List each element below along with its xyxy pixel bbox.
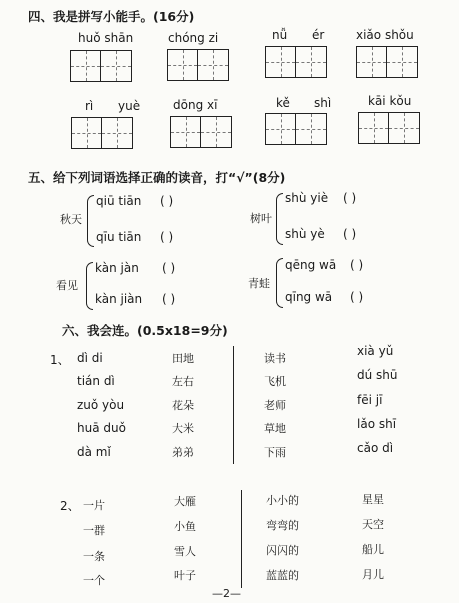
- match-item[interactable]: xià yǔ: [357, 344, 394, 358]
- match-item[interactable]: 读书: [264, 352, 286, 365]
- match-item[interactable]: huā duǒ: [77, 421, 126, 435]
- reading-option: qiū tiān: [96, 194, 142, 208]
- part-number: 1、: [50, 353, 70, 367]
- writing-grid[interactable]: [70, 50, 132, 82]
- reading-option: kàn jàn: [95, 261, 139, 275]
- brace: [276, 258, 283, 308]
- word-label: 树叶: [250, 212, 272, 225]
- reading-option: shù yiè: [285, 191, 329, 205]
- page-number: —2—: [212, 587, 241, 600]
- match-item[interactable]: 星星: [362, 493, 384, 506]
- pinyin-label: kāi kǒu: [368, 94, 412, 108]
- writing-grid[interactable]: [265, 46, 327, 78]
- reading-option: shù yè: [285, 227, 325, 241]
- word-label: 青蛙: [248, 277, 270, 290]
- divider: [233, 346, 234, 464]
- section4-title: 四、我是拼写小能手。(16分): [28, 9, 195, 24]
- brace: [86, 262, 93, 310]
- match-item[interactable]: 一群: [83, 524, 105, 537]
- pinyin-label: nǚ: [272, 28, 288, 42]
- match-item[interactable]: zuǒ yòu: [77, 398, 125, 412]
- writing-grid[interactable]: [356, 46, 418, 78]
- match-item[interactable]: 弯弯的: [266, 519, 299, 532]
- reading-option: qīng wā: [285, 290, 333, 304]
- match-item[interactable]: 闪闪的: [266, 544, 299, 557]
- part-number: 2、: [60, 499, 80, 513]
- match-item[interactable]: 弟弟: [172, 446, 194, 459]
- word-label: 秋天: [60, 213, 82, 226]
- match-item[interactable]: fēi jī: [357, 393, 383, 407]
- pinyin-label: kě: [276, 96, 290, 110]
- match-item[interactable]: 飞机: [264, 375, 286, 388]
- match-item[interactable]: 下雨: [264, 446, 286, 459]
- pinyin-label: shì: [314, 96, 332, 110]
- answer-paren[interactable]: ( ): [350, 258, 364, 272]
- answer-paren[interactable]: ( ): [350, 290, 364, 304]
- match-item[interactable]: 小小的: [266, 494, 299, 507]
- section5-title: 五、给下列词语选择正确的读音，打“√”(8分): [28, 170, 286, 185]
- match-item[interactable]: 蓝蓝的: [266, 569, 299, 582]
- word-label: 看见: [56, 279, 78, 292]
- reading-option: kàn jiàn: [95, 292, 143, 306]
- reading-option: qēng wā: [285, 258, 337, 272]
- match-item[interactable]: 草地: [264, 422, 286, 435]
- pinyin-label: dōng xī: [173, 98, 218, 112]
- match-item[interactable]: dú shū: [357, 368, 398, 382]
- match-item[interactable]: 大雁: [174, 495, 196, 508]
- match-item[interactable]: 小鱼: [174, 520, 196, 533]
- match-item[interactable]: 一片: [83, 499, 105, 512]
- writing-grid[interactable]: [71, 117, 133, 149]
- match-item[interactable]: 左右: [172, 375, 194, 388]
- pinyin-label: ér: [312, 28, 325, 42]
- brace: [276, 193, 283, 245]
- match-item[interactable]: 田地: [172, 352, 194, 365]
- answer-paren[interactable]: ( ): [162, 261, 176, 275]
- match-item[interactable]: 叶子: [174, 569, 196, 582]
- writing-grid[interactable]: [167, 49, 229, 81]
- answer-paren[interactable]: ( ): [162, 292, 176, 306]
- divider: [241, 490, 242, 588]
- reading-option: qīu tiān: [96, 230, 142, 244]
- pinyin-label: huǒ shān: [78, 31, 134, 45]
- match-item[interactable]: 一个: [83, 574, 105, 587]
- match-item[interactable]: 船儿: [362, 543, 384, 556]
- match-item[interactable]: 天空: [362, 518, 384, 531]
- answer-paren[interactable]: ( ): [160, 230, 174, 244]
- match-item[interactable]: 雪人: [174, 545, 196, 558]
- writing-grid[interactable]: [265, 113, 327, 145]
- match-item[interactable]: 月儿: [362, 568, 384, 581]
- match-item[interactable]: cǎo dì: [357, 441, 394, 455]
- brace: [87, 195, 94, 247]
- match-item[interactable]: 老师: [264, 399, 286, 412]
- pinyin-label: rì: [85, 99, 94, 113]
- answer-paren[interactable]: ( ): [343, 227, 357, 241]
- writing-grid[interactable]: [358, 112, 420, 144]
- match-item[interactable]: 大米: [172, 422, 194, 435]
- match-item[interactable]: 一条: [83, 550, 105, 563]
- match-item[interactable]: 花朵: [172, 399, 194, 412]
- match-item[interactable]: dì di: [77, 351, 103, 365]
- section6-title: 六、我会连。(0.5x18=9分): [62, 323, 228, 338]
- answer-paren[interactable]: ( ): [343, 191, 357, 205]
- answer-paren[interactable]: ( ): [160, 194, 174, 208]
- match-item[interactable]: tián dì: [77, 374, 115, 388]
- match-item[interactable]: dà mǐ: [77, 445, 111, 459]
- pinyin-label: chóng zi: [168, 31, 219, 45]
- pinyin-label: xiǎo shǒu: [356, 28, 414, 42]
- match-item[interactable]: lǎo shī: [357, 417, 397, 431]
- writing-grid[interactable]: [170, 116, 232, 148]
- pinyin-label: yuè: [118, 99, 141, 113]
